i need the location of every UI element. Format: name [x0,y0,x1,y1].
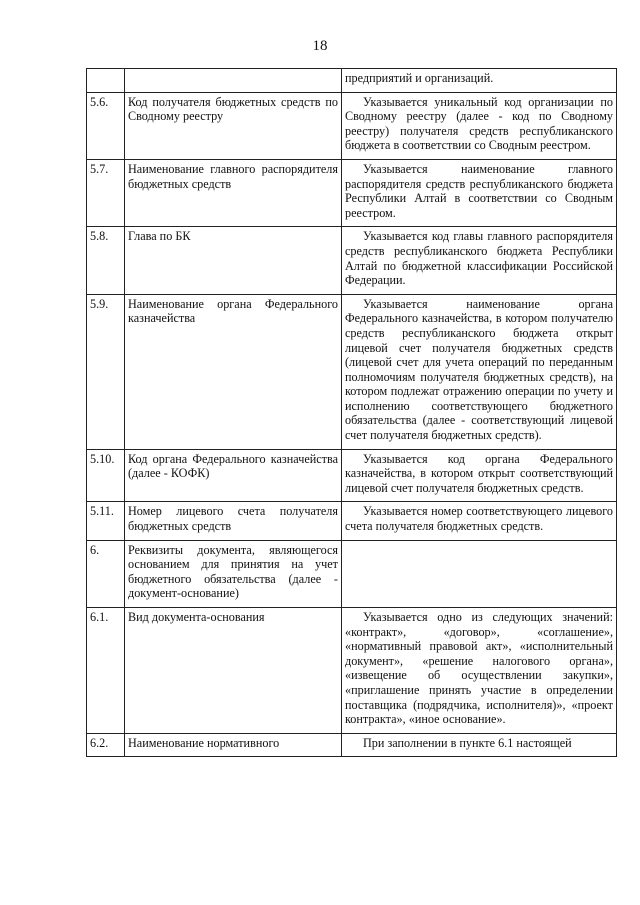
table-row [87,227,617,294]
field-name: Код органа Федерального казначейства (далее - КОФК) [125,449,342,502]
field-name: Наименование главного распорядителя бюджетных средств [125,159,342,226]
row-number: 6.2. [87,733,125,757]
row-number: 5.11. [87,502,125,540]
table-row [87,159,617,226]
field-name: Наименование нормативного [125,733,342,757]
row-number: 5.8. [87,227,125,294]
row-number: 5.6. [87,92,125,159]
table-row [87,540,617,607]
table-row [87,294,617,449]
field-name [125,69,342,93]
table-row [87,502,617,540]
field-description: Указывается наименование органа Федерального казначейства, в котором получателю средств республиканского бюджета открыт лицевой счет получателя бюджетных средств (лицевой счет для учета операций по переданным полномочиям получателя бюджетных средств), на котором подлежат отражению операции по учету и исполнению соответствующего бюджетного обязательства (далее - соответствующий лицевой счет получателя бюджетных средств). [342,294,617,449]
field-name: Код получателя бюджетных средств по Сводному реестру [125,92,342,159]
table-row [87,733,617,757]
table-row [87,92,617,159]
field-description: Указывается наименование главного распорядителя средств республиканского бюджета Республики Алтай в соответствии со Сводным реестром. [342,159,617,226]
field-description: Указывается код главы главного распорядителя средств республиканского бюджета Республики Алтай по бюджетной классификации Российской Федерации. [342,227,617,294]
row-number: 5.9. [87,294,125,449]
field-name: Реквизиты документа, являющегося основанием для принятия на учет бюджетного обязательства (далее - документ-основание) [125,540,342,607]
field-description: предприятий и организаций. [342,69,617,93]
table-row [87,608,617,734]
field-description: Указывается одно из следующих значений: «контракт», «договор», «соглашение», «нормативный правовой акт», «исполнительный документ», «решение налогового органа», «извещение об осуществлении закупки», «приглашение принять участие в определении поставщика (подрядчика, исполнителя)», «проект контракта», «иное основание». [342,608,617,734]
field-name: Глава по БК [125,227,342,294]
field-description: Указывается номер соответствующего лицевого счета получателя бюджетных средств. [342,502,617,540]
table-row [87,449,617,502]
row-number: 6. [87,540,125,607]
row-number: 5.7. [87,159,125,226]
row-number [87,69,125,93]
row-number: 5.10. [87,449,125,502]
page-number: 18 [312,38,328,54]
field-description: При заполнении в пункте 6.1 настоящей [342,733,617,757]
field-name: Наименование органа Федерального казначейства [125,294,342,449]
table-row [87,69,617,93]
field-description [342,540,617,607]
field-description: Указывается уникальный код организации по Сводному реестру (далее - код по Сводному реестру) получателя средств республиканского бюджета в соответствии со Сводным реестром. [342,92,617,159]
field-name: Номер лицевого счета получателя бюджетных средств [125,502,342,540]
field-description: Указывается код органа Федерального казначейства, в котором открыт соответствующий лицевой счет получателя бюджетных средств. [342,449,617,502]
row-number: 6.1. [87,608,125,734]
field-name: Вид документа-основания [125,608,342,734]
fields-table [86,68,617,757]
